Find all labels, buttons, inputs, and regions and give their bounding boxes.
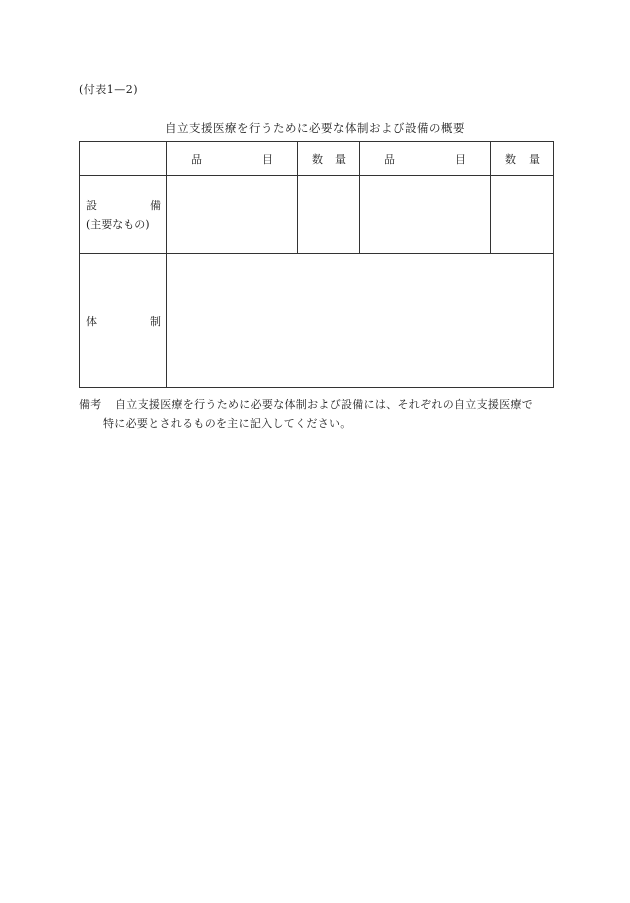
equipment-item-cell-2[interactable] [360, 176, 491, 254]
equipment-label-char: 備 [150, 199, 161, 212]
remarks-line-1: 自立支援医療を行うために必要な体制および設備には、それぞれの自立支援医療で [115, 398, 534, 411]
appendix-label: (付表1—2) [79, 83, 139, 96]
system-label-char: 制 [150, 314, 161, 328]
equipment-label-char: 設 [86, 199, 97, 212]
quantity-header-1: 数 量 [298, 142, 360, 176]
remarks-line-2: 特に必要とされるものを主に記入してください。 [103, 417, 352, 430]
overview-table [79, 141, 554, 388]
equipment-quantity-cell-2[interactable] [491, 176, 554, 254]
item-header-1: 品 目 [167, 142, 298, 176]
document-title: 自立支援医療を行うために必要な体制および設備の概要 [165, 121, 465, 135]
equipment-sublabel: (主要なもの) [86, 218, 150, 231]
corner-cell [80, 142, 167, 176]
remarks-heading: 備考 [79, 398, 102, 411]
table-header-row [80, 142, 554, 176]
system-row [80, 254, 554, 388]
system-label-cell [80, 254, 167, 388]
item-header-2: 品 目 [360, 142, 491, 176]
remarks-note [79, 395, 559, 433]
quantity-header-2: 数 量 [491, 142, 554, 176]
system-entry-cell[interactable] [167, 254, 554, 388]
equipment-quantity-cell-1[interactable] [298, 176, 360, 254]
equipment-item-cell-1[interactable] [167, 176, 298, 254]
equipment-row [80, 176, 554, 254]
system-label-char: 体 [86, 314, 97, 328]
equipment-label-cell [80, 176, 167, 254]
